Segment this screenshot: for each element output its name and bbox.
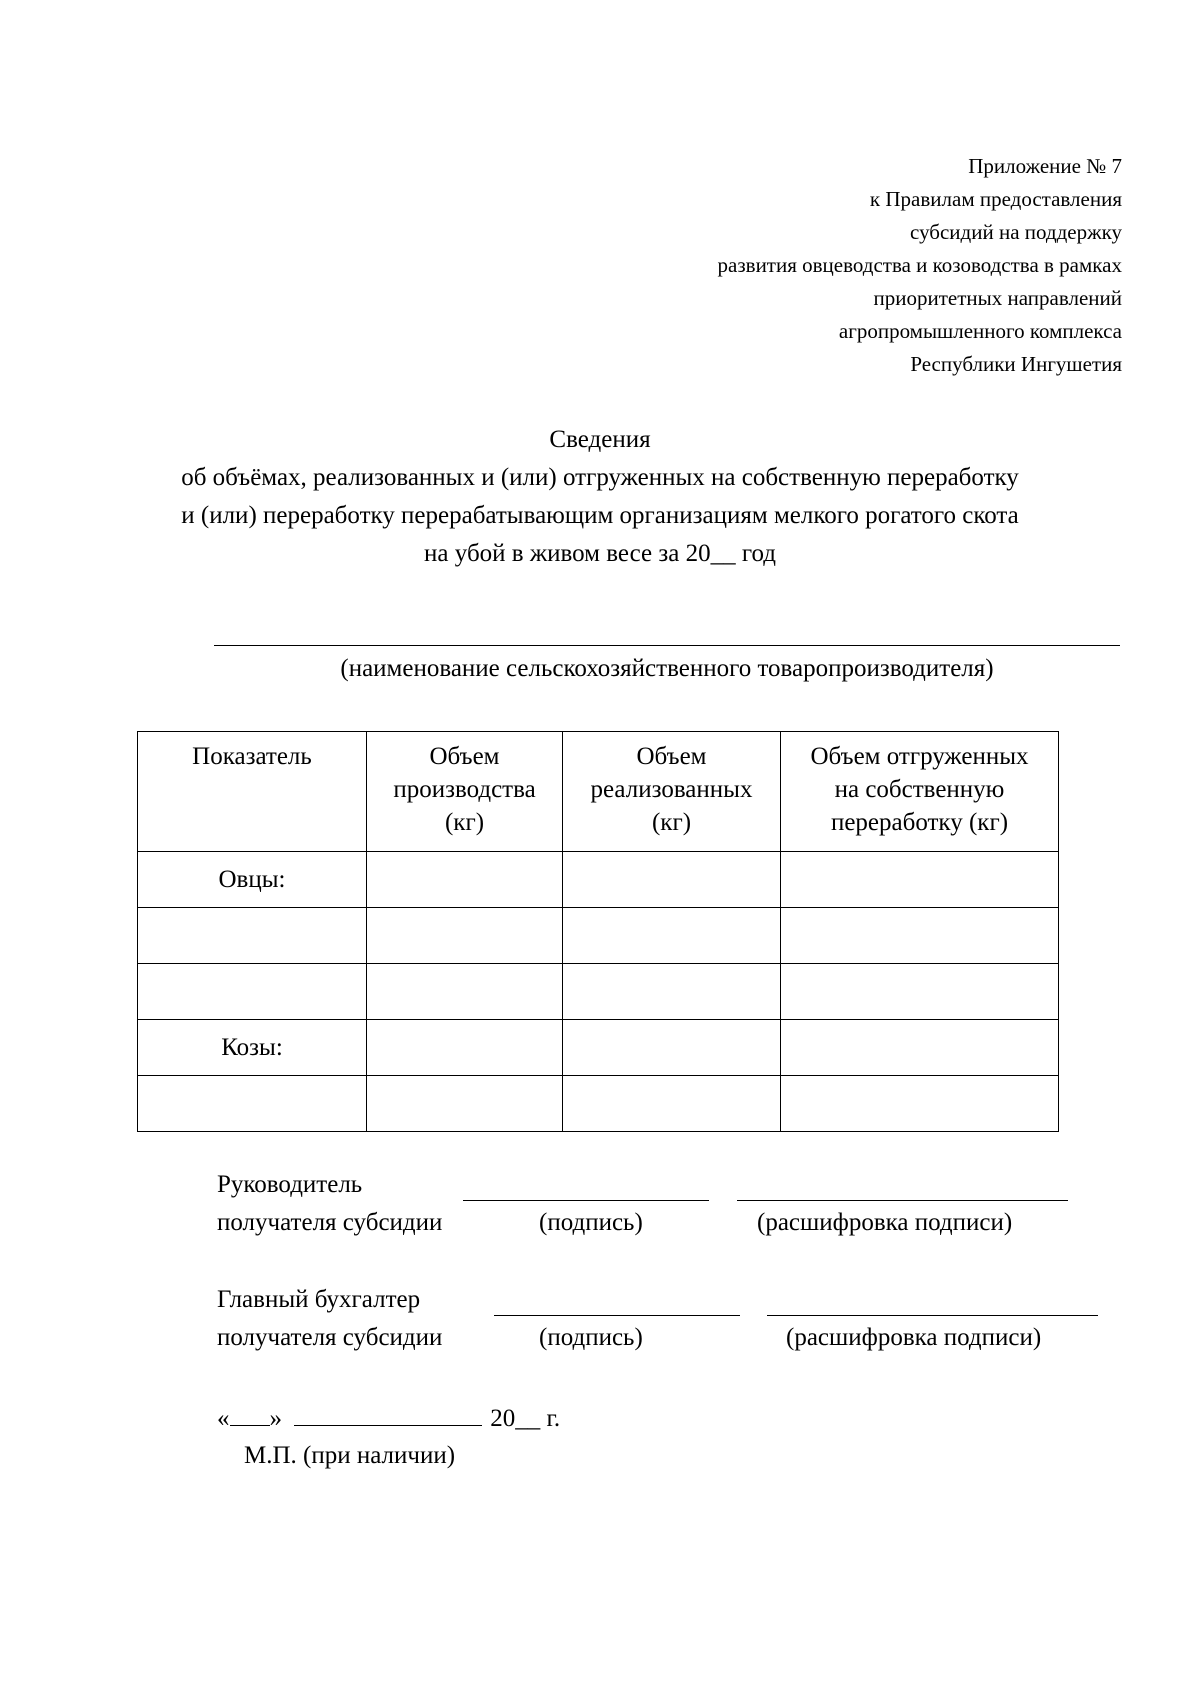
- date-day-field[interactable]: [230, 1403, 270, 1426]
- appendix-line: Приложение № 7: [968, 154, 1122, 178]
- appendix-line: субсидий на поддержку: [910, 220, 1122, 244]
- accountant-title-line2: получателя субсидии: [217, 1324, 443, 1351]
- volumes-table: [137, 731, 1059, 1132]
- head-title: Руководитель: [217, 1171, 363, 1198]
- table-cell[interactable]: [563, 908, 781, 964]
- date-open-quote: «: [217, 1405, 230, 1432]
- row-label-cell: Козы:: [138, 1020, 367, 1076]
- appendix-line: развития овцеводства и козоводства в рамках: [717, 253, 1122, 277]
- title-line: и (или) переработку перерабатывающим организациям мелкого рогатого скота: [181, 502, 1019, 529]
- appendix-line: приоритетных направлений: [873, 286, 1122, 310]
- table-cell[interactable]: [367, 964, 563, 1020]
- appendix-line: к Правилам предоставления: [869, 187, 1122, 211]
- appendix-line: Республики Ингушетия: [910, 352, 1122, 376]
- table-cell[interactable]: [563, 964, 781, 1020]
- table-header-row: [138, 732, 1059, 852]
- date-close-quote: »: [269, 1405, 282, 1432]
- table-cell[interactable]: [367, 852, 563, 908]
- table-cell[interactable]: [781, 1020, 1059, 1076]
- table-cell[interactable]: [367, 908, 563, 964]
- appendix-line: агропромышленного комплекса: [838, 319, 1122, 343]
- date-year-text: 20__ г.: [490, 1405, 561, 1432]
- header-indicator: Показатель: [138, 732, 367, 852]
- table-row: [138, 1020, 1059, 1076]
- table-row: [138, 964, 1059, 1020]
- accountant-decoding-caption: (расшифровка подписи): [786, 1324, 1042, 1351]
- producer-name-field[interactable]: [214, 645, 1120, 646]
- producer-name-caption: (наименование сельскохозяйственного товаропроизводителя): [340, 655, 994, 682]
- table-cell[interactable]: [781, 964, 1059, 1020]
- head-decoding-caption: (расшифровка подписи): [757, 1209, 1013, 1236]
- table-cell[interactable]: [563, 1020, 781, 1076]
- title-heading: Сведения: [549, 426, 651, 453]
- table-cell[interactable]: [367, 1020, 563, 1076]
- table-cell[interactable]: [781, 1076, 1059, 1132]
- table-cell[interactable]: [781, 908, 1059, 964]
- row-label-cell[interactable]: [138, 964, 367, 1020]
- accountant-signature-field[interactable]: [494, 1315, 740, 1316]
- head-signature-field[interactable]: [463, 1200, 709, 1201]
- header-sold-volume: Объем реализованных (кг): [563, 732, 781, 852]
- table-row: [138, 1076, 1059, 1132]
- table-cell[interactable]: [563, 852, 781, 908]
- head-signature-caption: (подпись): [539, 1209, 643, 1236]
- accountant-decoding-field[interactable]: [767, 1315, 1098, 1316]
- table-cell[interactable]: [563, 1076, 781, 1132]
- head-decoding-field[interactable]: [737, 1200, 1068, 1201]
- title-line: на убой в живом весе за 20__ год: [424, 540, 776, 567]
- row-label-cell[interactable]: [138, 1076, 367, 1132]
- table-cell[interactable]: [367, 1076, 563, 1132]
- header-shipped-volume: Объем отгруженных на собственную переработку (кг): [781, 732, 1059, 852]
- table-row: [138, 852, 1059, 908]
- table-row: [138, 908, 1059, 964]
- date-month-field[interactable]: [294, 1403, 482, 1426]
- date-line: [217, 1400, 560, 1438]
- table-cell[interactable]: [781, 852, 1059, 908]
- accountant-signature-caption: (подпись): [539, 1324, 643, 1351]
- row-label-cell[interactable]: [138, 908, 367, 964]
- accountant-title: Главный бухгалтер: [217, 1286, 421, 1313]
- title-line: об объёмах, реализованных и (или) отгруженных на собственную переработку: [181, 464, 1019, 491]
- row-label-cell: Овцы:: [138, 852, 367, 908]
- head-title-line2: получателя субсидии: [217, 1209, 443, 1236]
- appendix-header: [562, 150, 1122, 381]
- document-title: [100, 421, 1100, 573]
- stamp-label: М.П. (при наличии): [244, 1442, 456, 1469]
- header-production-volume: Объем производства (кг): [367, 732, 563, 852]
